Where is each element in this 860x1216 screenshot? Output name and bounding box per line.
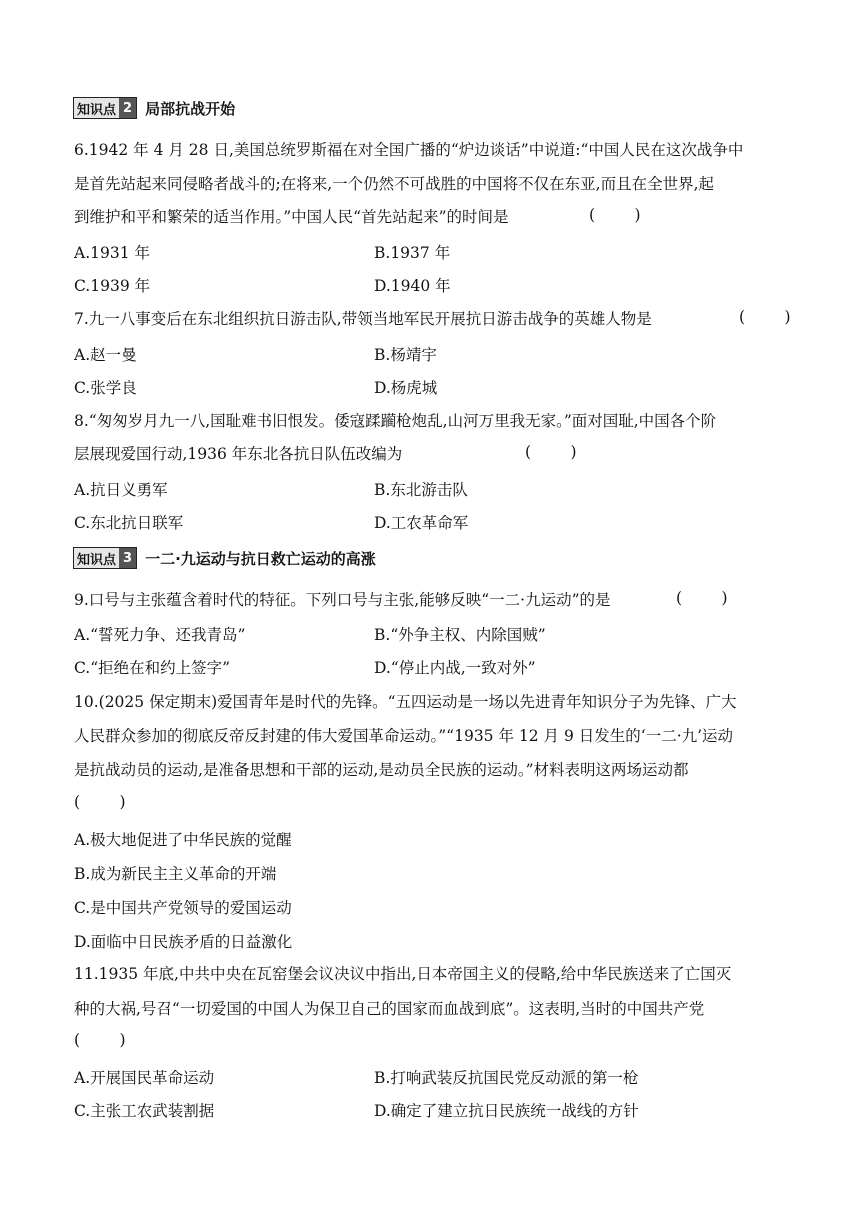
option-a: A.赵一曼 <box>74 346 137 364</box>
question-10-line-2: 人民群众参加的彻底反帝反封建的伟大爱国革命运动。”“1935 年 12 月 9 日发生的‘一二·九’运动 <box>74 727 734 745</box>
question-6-line-2: 是首先站起来同侵略者战斗的;在将来,一个仍然不可战胜的中国将不仅在东亚,而且在全世界,起 <box>74 175 715 193</box>
option-a: A.抗日义勇军 <box>74 481 168 499</box>
option-a: A.“誓死力争、还我青岛” <box>74 626 246 644</box>
option-c: C.东北抗日联军 <box>74 514 184 532</box>
answer-bracket: ( ) <box>74 793 126 811</box>
option-d: D.杨虎城 <box>374 379 438 397</box>
section-title: 局部抗战开始 <box>145 99 236 118</box>
answer-bracket: ( ) <box>739 308 791 326</box>
option-c: C.张学良 <box>74 379 137 397</box>
question-6-line-1: 6.1942 年 4 月 28 日,美国总统罗斯福在对全国广播的“炉边谈话”中说道:“中国人民在这次战争中 <box>74 141 744 159</box>
option-d: D.工农革命军 <box>374 514 469 532</box>
section-badge: 知识点 2 <box>73 97 137 119</box>
section-header-2 <box>73 97 235 119</box>
section-title: 一二·九运动与抗日救亡运动的高涨 <box>145 549 376 568</box>
answer-bracket: ( ) <box>74 1031 126 1049</box>
option-b: B.打响武装反抗国民党反动派的第一枪 <box>374 1069 639 1087</box>
answer-bracket: ( ) <box>676 589 728 607</box>
answer-bracket: ( ) <box>589 206 641 224</box>
section-badge: 知识点 3 <box>73 547 137 569</box>
question-10-line-3: 是抗战动员的运动,是准备思想和干部的运动,是动员全民族的运动。”材料表明这两场运动都 <box>74 761 689 779</box>
option-b: B.杨靖宇 <box>374 346 437 364</box>
option-a: A.开展国民革命运动 <box>74 1069 215 1087</box>
question-11-line-1: 11.1935 年底,中共中央在瓦窑堡会议决议中指出,日本帝国主义的侵略,给中华民族送来了亡国灭 <box>74 965 732 983</box>
section-header-3 <box>73 547 376 569</box>
question-7-line-1: 7.九一八事变后在东北组织抗日游击队,带领当地军民开展抗日游击战争的英雄人物是 <box>74 310 652 328</box>
option-b: B.“外争主权、内除国贼” <box>374 626 546 644</box>
question-11-line-2: 种的大祸,号召“一切爱国的中国人为保卫自己的国家而血战到底”。这表明,当时的中国共产党 <box>74 1000 705 1018</box>
answer-bracket: ( ) <box>525 443 577 461</box>
question-6-line-3: 到维护和平和繁荣的适当作用。”中国人民“首先站起来”的时间是 <box>74 208 509 226</box>
option-c: C.是中国共产党领导的爱国运动 <box>74 899 292 917</box>
option-b: B.1937 年 <box>374 244 451 262</box>
option-d: D.1940 年 <box>374 277 451 295</box>
option-d: D.面临中日民族矛盾的日益激化 <box>74 933 293 951</box>
option-c: C.1939 年 <box>74 277 151 295</box>
question-10-line-1: 10.(2025 保定期末)爱国青年是时代的先锋。“五四运动是一场以先进青年知识分子为先锋、广大 <box>74 693 737 711</box>
question-9-line-1: 9.口号与主张蕴含着时代的特征。下列口号与主张,能够反映“一二·九运动”的是 <box>74 591 611 609</box>
option-d: D.“停止内战,一致对外” <box>374 659 536 677</box>
option-c: C.主张工农武装割据 <box>74 1102 215 1120</box>
question-8-line-1: 8.“匆匆岁月九一八,国耻难书旧恨发。倭寇蹂躏枪炮乱,山河万里我无家。”面对国耻,中国各个阶 <box>74 412 717 430</box>
option-a: A.极大地促进了中华民族的觉醒 <box>74 831 292 849</box>
question-8-line-2: 层展现爱国行动,1936 年东北各抗日队伍改编为 <box>74 445 403 463</box>
option-d: D.确定了建立抗日民族统一战线的方针 <box>374 1102 639 1120</box>
option-b: B.成为新民主主义革命的开端 <box>74 865 277 883</box>
option-c: C.“拒绝在和约上签字” <box>74 659 231 677</box>
option-b: B.东北游击队 <box>374 481 468 499</box>
option-a: A.1931 年 <box>74 244 150 262</box>
